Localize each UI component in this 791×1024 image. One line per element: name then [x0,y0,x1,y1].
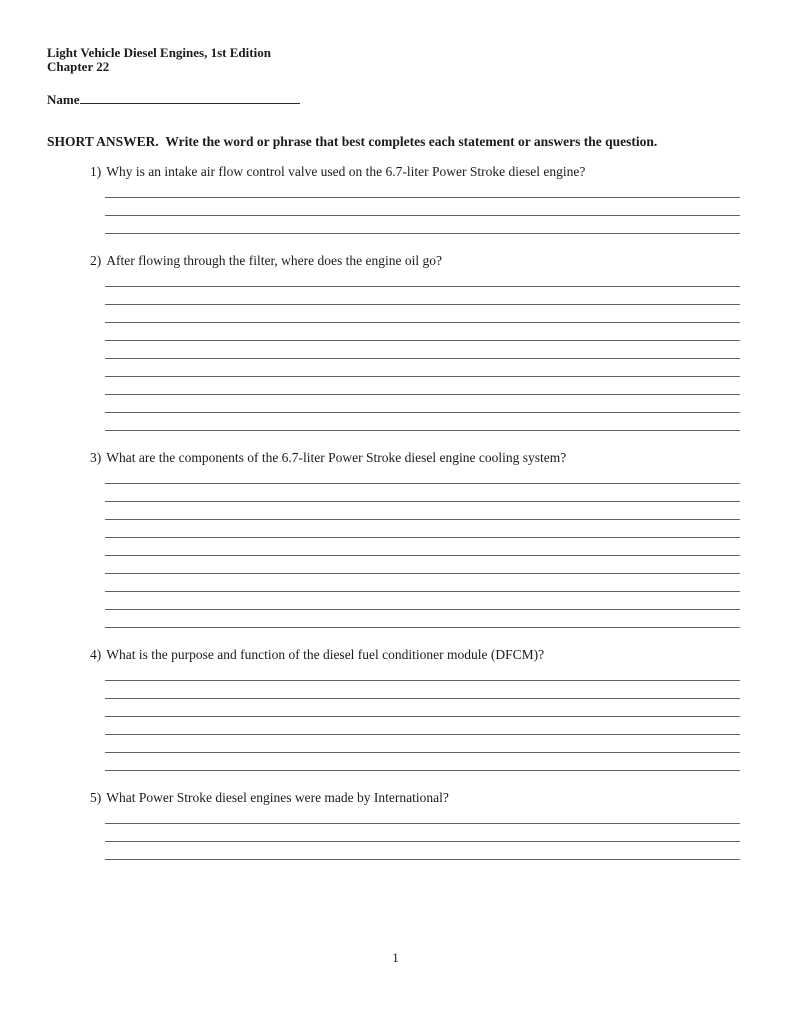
name-row [47,90,300,108]
answer-line [105,574,740,592]
chapter-label: Chapter 22 [47,59,110,74]
answer-line [105,198,740,216]
answer-line [105,359,740,377]
page-number: 1 [392,950,399,965]
answer-line [105,466,740,484]
question-text [90,449,740,466]
answer-line [105,377,740,395]
question-block [90,789,740,860]
name-blank-line [80,90,300,104]
question-block [90,646,740,771]
question-number: 1) [90,164,102,179]
answer-line [105,180,740,198]
question-number: 2) [90,253,102,268]
answer-line [105,753,740,771]
answer-line [105,610,740,628]
answer-line [105,806,740,824]
page-header [47,46,271,74]
answer-lines [105,180,740,234]
answer-line [105,395,740,413]
questions-list [90,163,740,878]
answer-line [105,663,740,681]
book-title: Light Vehicle Diesel Engines, 1st Edition [47,45,271,60]
question-number: 4) [90,647,102,662]
question-number: 3) [90,450,102,465]
answer-line [105,502,740,520]
question-block [90,449,740,628]
answer-line [105,592,740,610]
answer-lines [105,466,740,628]
answer-lines [105,663,740,771]
question-label: What are the components of the 6.7-liter Power Stroke diesel engine cooling system? [106,450,567,465]
question-text [90,789,740,806]
answer-line [105,216,740,234]
answer-line [105,699,740,717]
question-label: What is the purpose and function of the diesel fuel conditioner module (DFCM)? [106,647,545,662]
answer-line [105,287,740,305]
answer-line [105,842,740,860]
answer-line [105,323,740,341]
answer-line [105,824,740,842]
answer-line [105,681,740,699]
question-label: Why is an intake air flow control valve used on the 6.7-liter Power Stroke diesel engine? [106,164,586,179]
answer-line [105,556,740,574]
answer-line [105,538,740,556]
answer-lines [105,806,740,860]
question-text [90,163,740,180]
question-block [90,252,740,431]
answer-line [105,520,740,538]
answer-lines [105,269,740,431]
answer-line [105,735,740,753]
question-text [90,646,740,663]
answer-line [105,269,740,287]
answer-line [105,484,740,502]
instruction-text: SHORT ANSWER. Write the word or phrase that best completes each statement or answers the question. [47,134,658,149]
question-label: After flowing through the filter, where does the engine oil go? [106,253,442,268]
question-text [90,252,740,269]
question-label: What Power Stroke diesel engines were made by International? [106,790,449,805]
answer-line [105,717,740,735]
question-block [90,163,740,234]
question-number: 5) [90,790,102,805]
answer-line [105,413,740,431]
answer-line [105,341,740,359]
answer-line [105,305,740,323]
name-label: Name [47,92,80,107]
